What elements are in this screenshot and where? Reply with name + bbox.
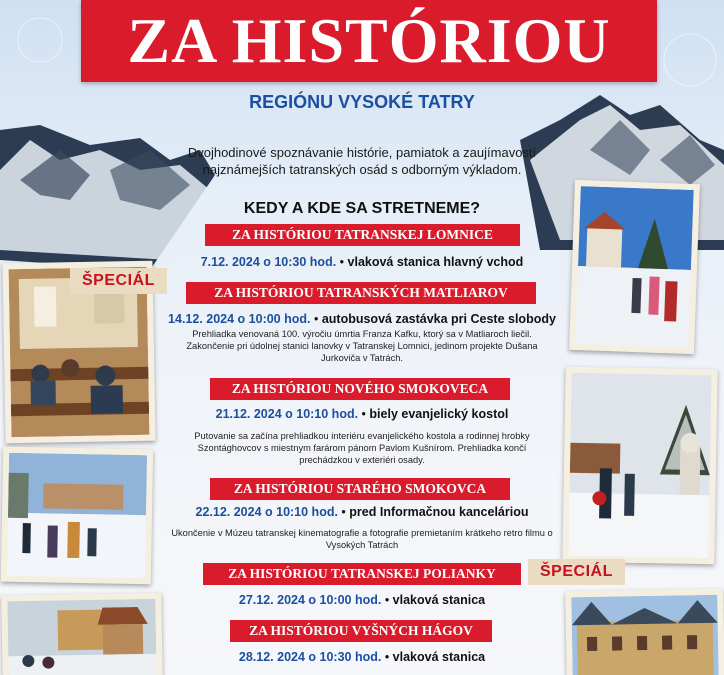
- event-title-tatranske-matliare: ZA HISTÓRIOU TATRANSKÝCH MATLIAROV: [186, 282, 536, 304]
- event-date: 27.12. 2024 o 10:00 hod.: [238, 593, 382, 607]
- title-banner: ZA HISTÓRIOU: [81, 0, 657, 82]
- photo-winter-walk: [1, 447, 153, 585]
- event-title-tatranska-polianka: ZA HISTÓRIOU TATRANSKEJ POLIANKY: [203, 563, 521, 585]
- event-place: pred Informačnou kanceláriou: [349, 505, 529, 519]
- event-title-novy-smokovec: ZA HISTÓRIOU NOVÉHO SMOKOVECA: [210, 378, 510, 400]
- special-badge: ŠPECIÁL: [528, 559, 625, 585]
- event-date: 7.12. 2024 o 10:30 hod.: [200, 255, 337, 269]
- page-subtitle: REGIÓNU VYSOKÉ TATRY: [249, 92, 475, 112]
- event-date: 21.12. 2024 o 10:10 hod.: [215, 407, 359, 421]
- event-when: 27.12. 2024 o 10:00 hod. • vlaková stanica: [238, 593, 486, 607]
- event-description: Ukončenie v Múzeu tatranskej kinematografie a fotografie premietaním krátkeho retro filmu o Vysokých Tatrách: [171, 528, 553, 550]
- event-place: vlaková stanica hlavný vchod: [347, 255, 524, 269]
- photo-villa-group: [1, 593, 163, 675]
- intro-text: Dvojhodinové spoznávanie histórie, pamiatok a zaujímavostí najznámejších tatranských osád s odborným výkladom.: [187, 145, 537, 177]
- event-place: vlaková stanica: [392, 650, 486, 664]
- event-date: 22.12. 2024 o 10:10 hod.: [195, 505, 338, 519]
- special-badge: ŠPECIÁL: [70, 268, 167, 294]
- event-when: 21.12. 2024 o 10:10 hod. • biely evanjelický kostol: [215, 407, 509, 421]
- event-place: biely evanjelický kostol: [369, 407, 509, 421]
- photo-snowy-trees: [562, 367, 717, 565]
- event-date: 14.12. 2024 o 10:00 hod.: [168, 312, 311, 326]
- event-description: Putovanie sa začína prehliadkou interiéru evanjelického kostola a rodinnej hrobky Szontághovcov s miestnym farárom pánom Pavlom Kušnírom. Prehliadka končí prechádzkou v exteriéri osady.: [194, 431, 530, 465]
- event-title-vysne-hagy: ZA HISTÓRIOU VYŠNÝCH HÁGOV: [230, 620, 492, 642]
- section-heading: KEDY A KDE SA STRETNEME?: [243, 200, 481, 217]
- event-when: 28.12. 2024 o 10:30 hod. • vlaková stanica: [238, 650, 486, 664]
- event-when: 22.12. 2024 o 10:10 hod. • pred Informačnou kanceláriou: [195, 505, 529, 519]
- event-when: 14.12. 2024 o 10:00 hod. • autobusová zastávka pri Ceste slobody: [168, 312, 556, 326]
- event-description: Prehliadka venovaná 100. výročiu úmrtia Franza Kafku, ktorý sa v Matliaroch liečil. Zakončenie pri údolnej stanici lanovky v Tatranskej Lomnici, jedinom projekte Dušana Jurkoviča v Tatrách.: [186, 329, 538, 363]
- event-title-tatranska-lomnica: ZA HISTÓRIOU TATRANSKEJ LOMNICE: [205, 224, 520, 246]
- photo-snowy-street: [569, 180, 700, 354]
- event-date: 28.12. 2024 o 10:30 hod.: [238, 650, 382, 664]
- photo-historic-building: [565, 589, 724, 675]
- event-place: autobusová zastávka pri Ceste slobody: [321, 312, 556, 326]
- event-when: 7.12. 2024 o 10:30 hod. • vlaková stanica hlavný vchod: [200, 255, 524, 269]
- event-place: vlaková stanica: [392, 593, 486, 607]
- event-title-stary-smokovec: ZA HISTÓRIOU STARÉHO SMOKOVCA: [210, 478, 510, 500]
